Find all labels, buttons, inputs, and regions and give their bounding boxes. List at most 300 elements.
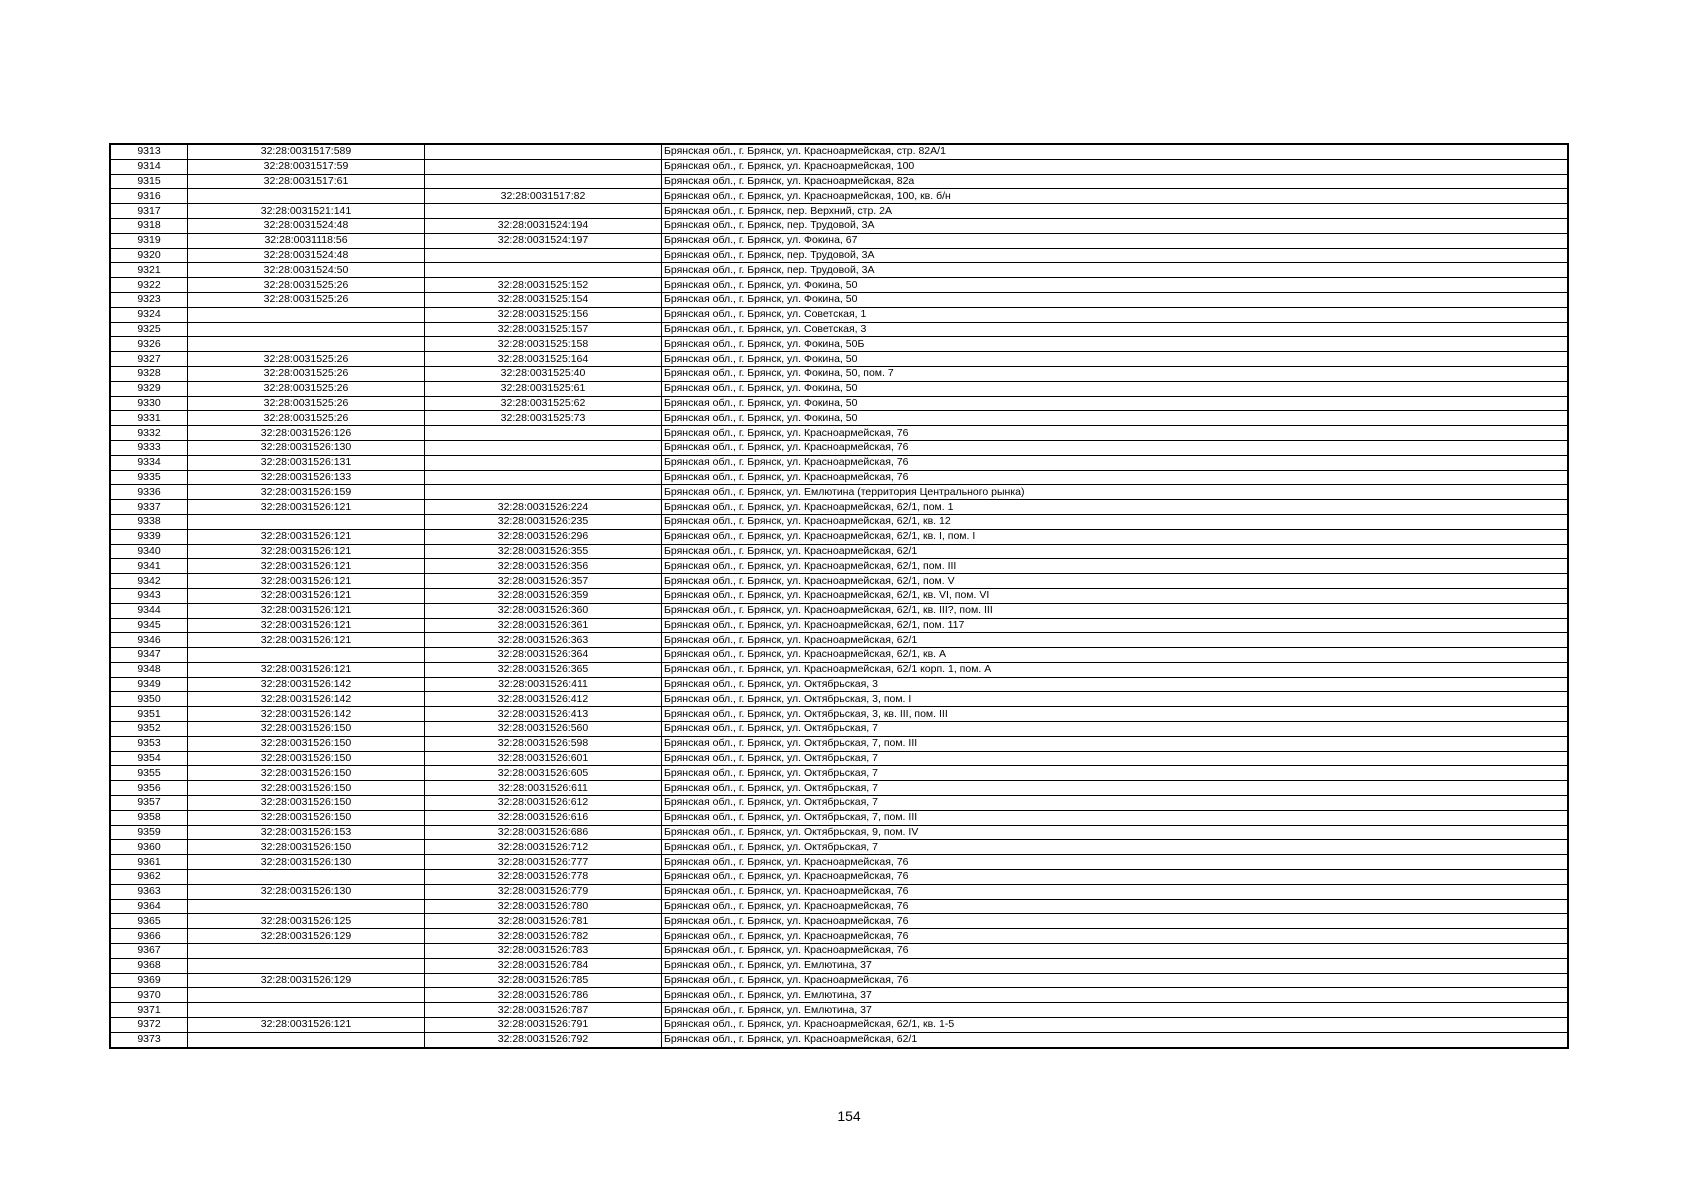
address-cell: Брянская обл., г. Брянск, ул. Красноармейская, 76 xyxy=(662,470,1569,485)
address-cell: Брянская обл., г. Брянск, ул. Красноармейская, 76 xyxy=(662,440,1569,455)
row-number-cell: 9326 xyxy=(110,337,188,352)
address-cell: Брянская обл., г. Брянск, ул. Красноармейская, 62/1, кв. 1-5 xyxy=(662,1018,1569,1033)
row-number-cell: 9373 xyxy=(110,1032,188,1047)
table-row xyxy=(110,603,1568,618)
table-row xyxy=(110,396,1568,411)
address-cell: Брянская обл., г. Брянск, пер. Трудовой, 3А xyxy=(662,248,1569,263)
building-cadastral-number-cell: 32:28:0031525:26 xyxy=(188,381,425,396)
row-number-cell: 9363 xyxy=(110,884,188,899)
premises-cadastral-number-cell: 32:28:0031526:356 xyxy=(425,559,662,574)
table-row xyxy=(110,189,1568,204)
address-cell: Брянская обл., г. Брянск, ул. Октябрьская, 9, пом. IV xyxy=(662,825,1569,840)
premises-cadastral-number-cell: 32:28:0031526:412 xyxy=(425,692,662,707)
table-row xyxy=(110,529,1568,544)
row-number-cell: 9340 xyxy=(110,544,188,559)
row-number-cell: 9337 xyxy=(110,500,188,515)
table-row xyxy=(110,263,1568,278)
premises-cadastral-number-cell: 32:28:0031526:787 xyxy=(425,1003,662,1018)
address-cell: Брянская обл., г. Брянск, ул. Красноармейская, 100, кв. б/н xyxy=(662,189,1569,204)
address-cell: Брянская обл., г. Брянск, ул. Красноармейская, 76 xyxy=(662,855,1569,870)
address-cell: Брянская обл., г. Брянск, ул. Красноармейская, 76 xyxy=(662,426,1569,441)
building-cadastral-number-cell: 32:28:0031526:150 xyxy=(188,781,425,796)
table-row xyxy=(110,870,1568,885)
row-number-cell: 9345 xyxy=(110,618,188,633)
address-cell: Брянская обл., г. Брянск, ул. Октябрьская, 7 xyxy=(662,722,1569,737)
address-cell: Брянская обл., г. Брянск, ул. Октябрьская, 7 xyxy=(662,840,1569,855)
building-cadastral-number-cell: 32:28:0031525:26 xyxy=(188,366,425,381)
premises-cadastral-number-cell: 32:28:0031526:411 xyxy=(425,677,662,692)
building-cadastral-number-cell: 32:28:0031526:133 xyxy=(188,470,425,485)
premises-cadastral-number-cell: 32:28:0031517:82 xyxy=(425,189,662,204)
building-cadastral-number-cell: 32:28:0031526:130 xyxy=(188,440,425,455)
table-row xyxy=(110,144,1568,159)
row-number-cell: 9369 xyxy=(110,973,188,988)
table-row xyxy=(110,648,1568,663)
row-number-cell: 9341 xyxy=(110,559,188,574)
address-cell: Брянская обл., г. Брянск, ул. Фокина, 50 xyxy=(662,411,1569,426)
address-cell: Брянская обл., г. Брянск, ул. Красноармейская, 62/1, пом. 1 xyxy=(662,500,1569,515)
building-cadastral-number-cell: 32:28:0031526:129 xyxy=(188,929,425,944)
building-cadastral-number-cell xyxy=(188,514,425,529)
row-number-cell: 9314 xyxy=(110,159,188,174)
address-cell: Брянская обл., г. Брянск, ул. Фокина, 50 xyxy=(662,352,1569,367)
premises-cadastral-number-cell: 32:28:0031524:194 xyxy=(425,218,662,233)
building-cadastral-number-cell: 32:28:0031526:150 xyxy=(188,736,425,751)
address-cell: Брянская обл., г. Брянск, ул. Красноармейская, стр. 82А/1 xyxy=(662,144,1569,159)
building-cadastral-number-cell: 32:28:0031526:150 xyxy=(188,840,425,855)
table-row xyxy=(110,440,1568,455)
table-row xyxy=(110,796,1568,811)
table-row xyxy=(110,662,1568,677)
address-cell: Брянская обл., г. Брянск, ул. Красноармейская, 100 xyxy=(662,159,1569,174)
table-row xyxy=(110,174,1568,189)
table-row xyxy=(110,248,1568,263)
premises-cadastral-number-cell: 32:28:0031525:154 xyxy=(425,292,662,307)
row-number-cell: 9342 xyxy=(110,574,188,589)
row-number-cell: 9355 xyxy=(110,766,188,781)
row-number-cell: 9368 xyxy=(110,958,188,973)
building-cadastral-number-cell xyxy=(188,337,425,352)
premises-cadastral-number-cell: 32:28:0031525:62 xyxy=(425,396,662,411)
building-cadastral-number-cell: 32:28:0031526:121 xyxy=(188,500,425,515)
premises-cadastral-number-cell: 32:28:0031526:360 xyxy=(425,603,662,618)
row-number-cell: 9323 xyxy=(110,292,188,307)
premises-cadastral-number-cell: 32:28:0031526:365 xyxy=(425,662,662,677)
row-number-cell: 9331 xyxy=(110,411,188,426)
building-cadastral-number-cell: 32:28:0031526:142 xyxy=(188,692,425,707)
building-cadastral-number-cell: 32:28:0031526:121 xyxy=(188,662,425,677)
row-number-cell: 9348 xyxy=(110,662,188,677)
table-row xyxy=(110,426,1568,441)
row-number-cell: 9346 xyxy=(110,633,188,648)
row-number-cell: 9344 xyxy=(110,603,188,618)
address-cell: Брянская обл., г. Брянск, ул. Октябрьская, 3, пом. I xyxy=(662,692,1569,707)
premises-cadastral-number-cell: 32:28:0031526:791 xyxy=(425,1018,662,1033)
address-cell: Брянская обл., г. Брянск, ул. Красноармейская, 76 xyxy=(662,455,1569,470)
row-number-cell: 9343 xyxy=(110,588,188,603)
row-number-cell: 9318 xyxy=(110,218,188,233)
building-cadastral-number-cell: 32:28:0031526:121 xyxy=(188,1018,425,1033)
premises-cadastral-number-cell: 32:28:0031526:361 xyxy=(425,618,662,633)
building-cadastral-number-cell: 32:28:0031524:50 xyxy=(188,263,425,278)
building-cadastral-number-cell: 32:28:0031526:153 xyxy=(188,825,425,840)
address-cell: Брянская обл., г. Брянск, ул. Октябрьская, 7 xyxy=(662,781,1569,796)
row-number-cell: 9322 xyxy=(110,278,188,293)
address-cell: Брянская обл., г. Брянск, ул. Октябрьская, 7, пом. III xyxy=(662,810,1569,825)
address-cell: Брянская обл., г. Брянск, ул. Фокина, 50 xyxy=(662,292,1569,307)
premises-cadastral-number-cell: 32:28:0031526:611 xyxy=(425,781,662,796)
premises-cadastral-number-cell xyxy=(425,485,662,500)
building-cadastral-number-cell: 32:28:0031526:125 xyxy=(188,914,425,929)
building-cadastral-number-cell: 32:28:0031526:121 xyxy=(188,588,425,603)
row-number-cell: 9320 xyxy=(110,248,188,263)
table-row xyxy=(110,352,1568,367)
premises-cadastral-number-cell xyxy=(425,159,662,174)
premises-cadastral-number-cell: 32:28:0031526:235 xyxy=(425,514,662,529)
row-number-cell: 9350 xyxy=(110,692,188,707)
building-cadastral-number-cell: 32:28:0031526:130 xyxy=(188,855,425,870)
page-number: 154 xyxy=(837,1108,861,1124)
table-row xyxy=(110,722,1568,737)
building-cadastral-number-cell: 32:28:0031525:26 xyxy=(188,411,425,426)
table-row xyxy=(110,204,1568,219)
premises-cadastral-number-cell: 32:28:0031525:61 xyxy=(425,381,662,396)
premises-cadastral-number-cell: 32:28:0031526:598 xyxy=(425,736,662,751)
address-cell: Брянская обл., г. Брянск, ул. Фокина, 50 xyxy=(662,278,1569,293)
premises-cadastral-number-cell: 32:28:0031526:355 xyxy=(425,544,662,559)
row-number-cell: 9335 xyxy=(110,470,188,485)
row-number-cell: 9334 xyxy=(110,455,188,470)
building-cadastral-number-cell xyxy=(188,307,425,322)
address-cell: Брянская обл., г. Брянск, ул. Красноармейская, 62/1, пом. III xyxy=(662,559,1569,574)
building-cadastral-number-cell: 32:28:0031526:121 xyxy=(188,559,425,574)
row-number-cell: 9371 xyxy=(110,1003,188,1018)
table-row xyxy=(110,1018,1568,1033)
building-cadastral-number-cell xyxy=(188,1032,425,1047)
building-cadastral-number-cell: 32:28:0031526:126 xyxy=(188,426,425,441)
table-row xyxy=(110,988,1568,1003)
building-cadastral-number-cell: 32:28:0031524:48 xyxy=(188,248,425,263)
premises-cadastral-number-cell: 32:28:0031524:197 xyxy=(425,233,662,248)
address-cell: Брянская обл., г. Брянск, ул. Красноармейская, 62/1, кв. VI, пом. VI xyxy=(662,588,1569,603)
row-number-cell: 9329 xyxy=(110,381,188,396)
premises-cadastral-number-cell: 32:28:0031526:780 xyxy=(425,899,662,914)
building-cadastral-number-cell xyxy=(188,870,425,885)
row-number-cell: 9365 xyxy=(110,914,188,929)
address-cell: Брянская обл., г. Брянск, ул. Советская, 3 xyxy=(662,322,1569,337)
table-row xyxy=(110,500,1568,515)
premises-cadastral-number-cell: 32:28:0031526:616 xyxy=(425,810,662,825)
table-row xyxy=(110,514,1568,529)
table-row xyxy=(110,544,1568,559)
premises-cadastral-number-cell: 32:28:0031526:778 xyxy=(425,870,662,885)
premises-cadastral-number-cell: 32:28:0031526:784 xyxy=(425,958,662,973)
address-cell: Брянская обл., г. Брянск, ул. Красноармейская, 62/1, кв. 12 xyxy=(662,514,1569,529)
table-row xyxy=(110,618,1568,633)
building-cadastral-number-cell: 32:28:0031526:129 xyxy=(188,973,425,988)
premises-cadastral-number-cell: 32:28:0031526:560 xyxy=(425,722,662,737)
table-row xyxy=(110,692,1568,707)
premises-cadastral-number-cell: 32:28:0031526:782 xyxy=(425,929,662,944)
address-cell: Брянская обл., г. Брянск, ул. Красноармейская, 62/1, пом. V xyxy=(662,574,1569,589)
row-number-cell: 9338 xyxy=(110,514,188,529)
table-row xyxy=(110,751,1568,766)
row-number-cell: 9336 xyxy=(110,485,188,500)
address-cell: Брянская обл., г. Брянск, ул. Емлютина, 37 xyxy=(662,958,1569,973)
row-number-cell: 9364 xyxy=(110,899,188,914)
building-cadastral-number-cell: 32:28:0031526:121 xyxy=(188,618,425,633)
address-cell: Брянская обл., г. Брянск, ул. Емлютина, 37 xyxy=(662,988,1569,1003)
address-cell: Брянская обл., г. Брянск, ул. Красноармейская, 76 xyxy=(662,973,1569,988)
premises-cadastral-number-cell: 32:28:0031525:156 xyxy=(425,307,662,322)
premises-cadastral-number-cell xyxy=(425,263,662,278)
table-row xyxy=(110,958,1568,973)
table-row xyxy=(110,381,1568,396)
address-cell: Брянская обл., г. Брянск, ул. Красноармейская, 82а xyxy=(662,174,1569,189)
registry-table-body xyxy=(110,144,1568,1048)
table-row xyxy=(110,825,1568,840)
premises-cadastral-number-cell xyxy=(425,174,662,189)
address-cell: Брянская обл., г. Брянск, ул. Советская, 1 xyxy=(662,307,1569,322)
premises-cadastral-number-cell: 32:28:0031526:779 xyxy=(425,884,662,899)
premises-cadastral-number-cell: 32:28:0031525:157 xyxy=(425,322,662,337)
row-number-cell: 9362 xyxy=(110,870,188,885)
row-number-cell: 9367 xyxy=(110,944,188,959)
row-number-cell: 9360 xyxy=(110,840,188,855)
address-cell: Брянская обл., г. Брянск, ул. Красноармейская, 76 xyxy=(662,944,1569,959)
premises-cadastral-number-cell: 32:28:0031526:777 xyxy=(425,855,662,870)
building-cadastral-number-cell: 32:28:0031526:150 xyxy=(188,751,425,766)
row-number-cell: 9358 xyxy=(110,810,188,825)
address-cell: Брянская обл., г. Брянск, ул. Октябрьская, 7 xyxy=(662,751,1569,766)
table-row xyxy=(110,470,1568,485)
address-cell: Брянская обл., г. Брянск, ул. Красноармейская, 62/1 xyxy=(662,1032,1569,1047)
premises-cadastral-number-cell: 32:28:0031526:601 xyxy=(425,751,662,766)
address-cell: Брянская обл., г. Брянск, ул. Октябрьская, 7 xyxy=(662,766,1569,781)
address-cell: Брянская обл., г. Брянск, ул. Красноармейская, 76 xyxy=(662,914,1569,929)
premises-cadastral-number-cell: 32:28:0031525:152 xyxy=(425,278,662,293)
table-row xyxy=(110,766,1568,781)
table-row xyxy=(110,292,1568,307)
building-cadastral-number-cell: 32:28:0031526:150 xyxy=(188,722,425,737)
address-cell: Брянская обл., г. Брянск, ул. Красноармейская, 62/1, пом. 117 xyxy=(662,618,1569,633)
premises-cadastral-number-cell xyxy=(425,144,662,159)
building-cadastral-number-cell xyxy=(188,648,425,663)
table-row xyxy=(110,707,1568,722)
table-row xyxy=(110,278,1568,293)
building-cadastral-number-cell: 32:28:0031525:26 xyxy=(188,352,425,367)
table-row xyxy=(110,973,1568,988)
premises-cadastral-number-cell: 32:28:0031526:792 xyxy=(425,1032,662,1047)
building-cadastral-number-cell xyxy=(188,944,425,959)
building-cadastral-number-cell xyxy=(188,189,425,204)
building-cadastral-number-cell: 32:28:0031526:142 xyxy=(188,677,425,692)
premises-cadastral-number-cell: 32:28:0031526:712 xyxy=(425,840,662,855)
building-cadastral-number-cell: 32:28:0031526:159 xyxy=(188,485,425,500)
table-row xyxy=(110,485,1568,500)
table-row xyxy=(110,914,1568,929)
table-row xyxy=(110,736,1568,751)
row-number-cell: 9357 xyxy=(110,796,188,811)
table-row xyxy=(110,366,1568,381)
row-number-cell: 9333 xyxy=(110,440,188,455)
building-cadastral-number-cell: 32:28:0031526:121 xyxy=(188,529,425,544)
building-cadastral-number-cell: 32:28:0031525:26 xyxy=(188,396,425,411)
row-number-cell: 9349 xyxy=(110,677,188,692)
address-cell: Брянская обл., г. Брянск, ул. Фокина, 50Б xyxy=(662,337,1569,352)
address-cell: Брянская обл., г. Брянск, ул. Октябрьская, 3, кв. III, пом. III xyxy=(662,707,1569,722)
premises-cadastral-number-cell xyxy=(425,204,662,219)
table-row xyxy=(110,1003,1568,1018)
row-number-cell: 9351 xyxy=(110,707,188,722)
building-cadastral-number-cell: 32:28:0031526:121 xyxy=(188,574,425,589)
premises-cadastral-number-cell xyxy=(425,426,662,441)
row-number-cell: 9315 xyxy=(110,174,188,189)
address-cell: Брянская обл., г. Брянск, ул. Фокина, 50 xyxy=(662,381,1569,396)
premises-cadastral-number-cell: 32:28:0031525:40 xyxy=(425,366,662,381)
building-cadastral-number-cell: 32:28:0031517:589 xyxy=(188,144,425,159)
row-number-cell: 9353 xyxy=(110,736,188,751)
address-cell: Брянская обл., г. Брянск, ул. Октябрьская, 3 xyxy=(662,677,1569,692)
table-row xyxy=(110,929,1568,944)
building-cadastral-number-cell: 32:28:0031526:142 xyxy=(188,707,425,722)
row-number-cell: 9347 xyxy=(110,648,188,663)
address-cell: Брянская обл., г. Брянск, пер. Трудовой, 3А xyxy=(662,218,1569,233)
address-cell: Брянская обл., г. Брянск, ул. Красноармейская, 76 xyxy=(662,929,1569,944)
table-row xyxy=(110,884,1568,899)
row-number-cell: 9354 xyxy=(110,751,188,766)
table-row xyxy=(110,307,1568,322)
row-number-cell: 9316 xyxy=(110,189,188,204)
building-cadastral-number-cell: 32:28:0031525:26 xyxy=(188,278,425,293)
row-number-cell: 9324 xyxy=(110,307,188,322)
address-cell: Брянская обл., г. Брянск, ул. Красноармейская, 76 xyxy=(662,884,1569,899)
row-number-cell: 9370 xyxy=(110,988,188,1003)
building-cadastral-number-cell: 32:28:0031517:59 xyxy=(188,159,425,174)
address-cell: Брянская обл., г. Брянск, ул. Октябрьская, 7 xyxy=(662,796,1569,811)
address-cell: Брянская обл., г. Брянск, ул. Красноармейская, 62/1, кв. А xyxy=(662,648,1569,663)
table-row xyxy=(110,810,1568,825)
premises-cadastral-number-cell: 32:28:0031526:785 xyxy=(425,973,662,988)
table-row xyxy=(110,588,1568,603)
row-number-cell: 9319 xyxy=(110,233,188,248)
row-number-cell: 9372 xyxy=(110,1018,188,1033)
address-cell: Брянская обл., г. Брянск, ул. Красноармейская, 62/1, кв. III?, пом. III xyxy=(662,603,1569,618)
address-cell: Брянская обл., г. Брянск, пер. Трудовой, 3А xyxy=(662,263,1569,278)
table-row xyxy=(110,840,1568,855)
premises-cadastral-number-cell: 32:28:0031526:783 xyxy=(425,944,662,959)
premises-cadastral-number-cell: 32:28:0031526:686 xyxy=(425,825,662,840)
row-number-cell: 9339 xyxy=(110,529,188,544)
table-row xyxy=(110,633,1568,648)
table-row xyxy=(110,218,1568,233)
building-cadastral-number-cell xyxy=(188,322,425,337)
building-cadastral-number-cell: 32:28:0031118:56 xyxy=(188,233,425,248)
premises-cadastral-number-cell: 32:28:0031525:164 xyxy=(425,352,662,367)
premises-cadastral-number-cell xyxy=(425,470,662,485)
address-cell: Брянская обл., г. Брянск, ул. Красноармейская, 62/1 xyxy=(662,544,1569,559)
row-number-cell: 9317 xyxy=(110,204,188,219)
building-cadastral-number-cell: 32:28:0031517:61 xyxy=(188,174,425,189)
building-cadastral-number-cell: 32:28:0031521:141 xyxy=(188,204,425,219)
premises-cadastral-number-cell: 32:28:0031526:413 xyxy=(425,707,662,722)
address-cell: Брянская обл., г. Брянск, ул. Фокина, 50 xyxy=(662,396,1569,411)
address-cell: Брянская обл., г. Брянск, ул. Красноармейская, 62/1, кв. I, пом. I xyxy=(662,529,1569,544)
premises-cadastral-number-cell: 32:28:0031525:158 xyxy=(425,337,662,352)
row-number-cell: 9359 xyxy=(110,825,188,840)
building-cadastral-number-cell: 32:28:0031526:130 xyxy=(188,884,425,899)
building-cadastral-number-cell: 32:28:0031526:150 xyxy=(188,810,425,825)
table-row xyxy=(110,899,1568,914)
building-cadastral-number-cell: 32:28:0031524:48 xyxy=(188,218,425,233)
premises-cadastral-number-cell: 32:28:0031526:786 xyxy=(425,988,662,1003)
address-cell: Брянская обл., г. Брянск, ул. Емлютина, 37 xyxy=(662,1003,1569,1018)
row-number-cell: 9327 xyxy=(110,352,188,367)
premises-cadastral-number-cell: 32:28:0031526:605 xyxy=(425,766,662,781)
row-number-cell: 9332 xyxy=(110,426,188,441)
table-row xyxy=(110,574,1568,589)
row-number-cell: 9356 xyxy=(110,781,188,796)
table-row xyxy=(110,677,1568,692)
premises-cadastral-number-cell: 32:28:0031525:73 xyxy=(425,411,662,426)
table-row xyxy=(110,233,1568,248)
building-cadastral-number-cell: 32:28:0031526:131 xyxy=(188,455,425,470)
row-number-cell: 9313 xyxy=(110,144,188,159)
address-cell: Брянская обл., г. Брянск, ул. Емлютина (территория Центрального рынка) xyxy=(662,485,1569,500)
building-cadastral-number-cell xyxy=(188,1003,425,1018)
building-cadastral-number-cell: 32:28:0031526:121 xyxy=(188,544,425,559)
premises-cadastral-number-cell: 32:28:0031526:612 xyxy=(425,796,662,811)
table-row xyxy=(110,159,1568,174)
row-number-cell: 9325 xyxy=(110,322,188,337)
address-cell: Брянская обл., г. Брянск, ул. Красноармейская, 76 xyxy=(662,870,1569,885)
address-cell: Брянская обл., г. Брянск, ул. Фокина, 50, пом. 7 xyxy=(662,366,1569,381)
table-row xyxy=(110,944,1568,959)
premises-cadastral-number-cell: 32:28:0031526:224 xyxy=(425,500,662,515)
registry-table xyxy=(109,143,1569,1049)
address-cell: Брянская обл., г. Брянск, ул. Октябрьская, 7, пом. III xyxy=(662,736,1569,751)
premises-cadastral-number-cell xyxy=(425,248,662,263)
building-cadastral-number-cell xyxy=(188,988,425,1003)
row-number-cell: 9352 xyxy=(110,722,188,737)
table-row xyxy=(110,559,1568,574)
building-cadastral-number-cell: 32:28:0031526:121 xyxy=(188,603,425,618)
table-row xyxy=(110,455,1568,470)
building-cadastral-number-cell: 32:28:0031525:26 xyxy=(188,292,425,307)
premises-cadastral-number-cell: 32:28:0031526:781 xyxy=(425,914,662,929)
address-cell: Брянская обл., г. Брянск, ул. Красноармейская, 76 xyxy=(662,899,1569,914)
address-cell: Брянская обл., г. Брянск, ул. Красноармейская, 62/1 корп. 1, пом. А xyxy=(662,662,1569,677)
table-row xyxy=(110,781,1568,796)
table-row xyxy=(110,411,1568,426)
building-cadastral-number-cell: 32:28:0031526:150 xyxy=(188,766,425,781)
premises-cadastral-number-cell xyxy=(425,455,662,470)
address-cell: Брянская обл., г. Брянск, ул. Фокина, 67 xyxy=(662,233,1569,248)
table-row xyxy=(110,322,1568,337)
premises-cadastral-number-cell xyxy=(425,440,662,455)
premises-cadastral-number-cell: 32:28:0031526:359 xyxy=(425,588,662,603)
premises-cadastral-number-cell: 32:28:0031526:364 xyxy=(425,648,662,663)
premises-cadastral-number-cell: 32:28:0031526:357 xyxy=(425,574,662,589)
table-row xyxy=(110,337,1568,352)
table-row xyxy=(110,1032,1568,1047)
row-number-cell: 9321 xyxy=(110,263,188,278)
address-cell: Брянская обл., г. Брянск, ул. Красноармейская, 62/1 xyxy=(662,633,1569,648)
building-cadastral-number-cell xyxy=(188,899,425,914)
row-number-cell: 9361 xyxy=(110,855,188,870)
building-cadastral-number-cell xyxy=(188,958,425,973)
building-cadastral-number-cell: 32:28:0031526:121 xyxy=(188,633,425,648)
